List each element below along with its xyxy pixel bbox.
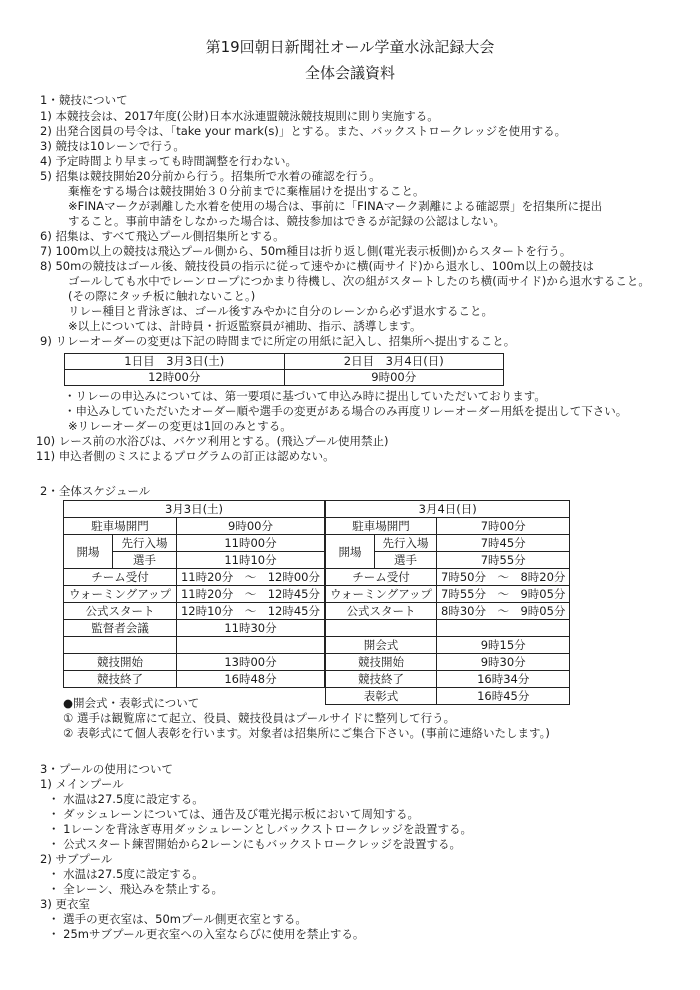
sec1-line: ・リレーの申込みについては、第一要項に基づいて申込み時に提出していただいております。 bbox=[64, 389, 546, 403]
schedule-time: 16時34分 bbox=[437, 671, 570, 688]
schedule-time: 11時00分 bbox=[176, 535, 324, 552]
schedule-time: 9時30分 bbox=[437, 654, 570, 671]
schedule-time: 7時00分 bbox=[437, 518, 570, 535]
schedule-item: 競技開始 bbox=[64, 654, 177, 671]
ceremony-note: ② 表彰式にて個人表彰を行います。対象者は招集所にご集合下さい。(事前に連絡いたします。) bbox=[63, 726, 550, 740]
schedule-time: 13時00分 bbox=[176, 654, 324, 671]
schedule-item bbox=[64, 637, 177, 654]
sec3-line: 1) メインプール bbox=[40, 777, 124, 791]
schedule-time: 11時20分 ～ 12時45分 bbox=[176, 586, 324, 603]
relay-day2-time: 9時00分 bbox=[284, 370, 504, 386]
schedule-time: 16時48分 bbox=[176, 671, 324, 688]
sec1-line: 3) 競技は10レーンで行う。 bbox=[40, 139, 185, 153]
schedule-time: 8時30分 ～ 9時05分 bbox=[437, 603, 570, 620]
sec1-line: 11) 申込者側のミスによるプログラムの訂正は認めない。 bbox=[36, 449, 335, 463]
schedule-day1-header: 3月3日(土) bbox=[64, 501, 325, 518]
sec1-line: ※リレーオーダーの変更は1回のみとする。 bbox=[68, 419, 292, 433]
sec3-line: ・ 水温は27.5度に設定する。 bbox=[48, 792, 204, 806]
schedule-day2-header: 3月4日(日) bbox=[326, 501, 570, 518]
sec1-line: リレー種目と背泳ぎは、ゴール後すみやかに自分のレーンから必ず退水すること。 bbox=[68, 304, 494, 318]
relay-deadline-table bbox=[64, 353, 504, 386]
sec1-line: 2) 出発合図員の号令は、「take your mark(s)」とする。また、バックストロークレッジを使用する。 bbox=[40, 124, 567, 138]
schedule-time: 9時15分 bbox=[437, 637, 570, 654]
section1-heading: 1・競技について bbox=[40, 93, 128, 107]
sec3-line: ・ 全レーン、飛込みを禁止する。 bbox=[48, 882, 224, 896]
schedule-day2-table bbox=[325, 500, 570, 705]
sec1-line: 8) 50mの競技はゴール後、競技役員の指示に従って速やかに横(両サイド)から退水し、100m以上の競技は bbox=[40, 259, 594, 273]
relay-day1-header: 1日目 3月3日(土) bbox=[65, 354, 285, 370]
schedule-item: 先行入場 bbox=[375, 535, 437, 552]
sec1-line: ※FINAマークが剥離した水着を使用の場合は、事前に「FINAマーク剥離による確認票」を招集所に提出 bbox=[68, 199, 603, 213]
sec1-line: 4) 予定時間より早まっても時間調整を行わない。 bbox=[40, 154, 297, 168]
sec3-line: ・ 水温は27.5度に設定する。 bbox=[48, 867, 204, 881]
sec1-line: ・申込みしていただいたオーダー順や選手の変更がある場合のみ再度リレーオーダー用紙を提出して下さい。 bbox=[64, 404, 628, 418]
schedule-item bbox=[326, 620, 437, 637]
schedule-item: ウォーミングアップ bbox=[326, 586, 437, 603]
schedule-time: 9時00分 bbox=[176, 518, 324, 535]
section3-heading: 3・プールの使用について bbox=[40, 762, 174, 776]
sec1-line: 10) レース前の水浴びは、バケツ利用とする。(飛込プール使用禁止) bbox=[36, 434, 389, 448]
schedule-item: 競技開始 bbox=[326, 654, 437, 671]
schedule-day1-table bbox=[63, 500, 325, 688]
sec3-line: ・ 1レーンを背泳ぎ専用ダッシュレーンとしバックストロークレッジを設置する。 bbox=[48, 822, 473, 836]
sec3-line: ・ 25mサブプール更衣室への入室ならびに使用を禁止する。 bbox=[48, 927, 365, 941]
schedule-time: 7時45分 bbox=[437, 535, 570, 552]
sec1-line: 棄権をする場合は競技開始３０分前までに棄権届けを提出すること。 bbox=[68, 184, 425, 198]
ceremony-note: ① 選手は観覧席にて起立、役員、競技役員はプールサイドに整列して行う。 bbox=[63, 711, 456, 725]
sec1-line: 1) 本競技会は、2017年度(公財)日本水泳連盟競泳競技規則に則り実施する。 bbox=[40, 109, 439, 123]
schedule-time: 7時55分 ～ 9時05分 bbox=[437, 586, 570, 603]
schedule-time bbox=[176, 637, 324, 654]
kaijo-label: 開場 bbox=[64, 535, 113, 569]
schedule-item: 公式スタート bbox=[326, 603, 437, 620]
sec1-line: ゴールしても水中でレーンロープにつかまり待機し、次の組がスタートしたのち横(両サイド)から退水すること。 bbox=[68, 274, 650, 288]
schedule-item: チーム受付 bbox=[326, 569, 437, 586]
schedule-item: 選手 bbox=[375, 552, 437, 569]
relay-day2-header: 2日目 3月4日(日) bbox=[284, 354, 504, 370]
sec1-line: ※以上については、計時員・折返監察員が補助、指示、誘導します。 bbox=[68, 319, 422, 333]
ceremony-notes-heading: ●開会式・表彰式について bbox=[63, 696, 200, 710]
kaijo-label: 開場 bbox=[326, 535, 375, 569]
schedule-item: 競技終了 bbox=[326, 671, 437, 688]
schedule-item: 監督者会議 bbox=[64, 620, 177, 637]
sec1-line: 6) 招集は、すべて飛込プール側招集所とする。 bbox=[40, 229, 285, 243]
schedule-item: ウォーミングアップ bbox=[64, 586, 177, 603]
schedule-item: チーム受付 bbox=[64, 569, 177, 586]
schedule-time: 11時20分 ～ 12時00分 bbox=[176, 569, 324, 586]
schedule-item: 開会式 bbox=[326, 637, 437, 654]
sec3-line: ・ ダッシュレーンについては、通告及び電光掲示板において周知する。 bbox=[48, 807, 419, 821]
sec1-line: すること。事前申請をしなかった場合は、競技参加はできるが記録の公認はしない。 bbox=[68, 214, 505, 228]
schedule-item: 公式スタート bbox=[64, 603, 177, 620]
sec3-line: ・ 選手の更衣室は、50mプール側更衣室とする。 bbox=[48, 912, 307, 926]
schedule-item: 先行入場 bbox=[113, 535, 177, 552]
sec3-line: ・ 公式スタート練習開始から2レーンにもバックストロークレッジを設置する。 bbox=[48, 837, 462, 851]
sec3-line: 3) 更衣室 bbox=[40, 897, 90, 911]
sec1-line: 9) リレーオーダーの変更は下記の時間までに所定の用紙に記入し、招集所へ提出すること。 bbox=[40, 334, 516, 348]
sec3-line: 2) サブプール bbox=[40, 852, 113, 866]
schedule-item: 表彰式 bbox=[326, 688, 437, 705]
schedule-item: 駐車場開門 bbox=[64, 518, 177, 535]
schedule-item: 競技終了 bbox=[64, 671, 177, 688]
schedule-item: 駐車場開門 bbox=[326, 518, 437, 535]
schedule-time bbox=[437, 620, 570, 637]
schedule-time: 16時45分 bbox=[437, 688, 570, 705]
sec1-line: 5) 招集は競技開始20分前から行う。招集所で水着の確認を行う。 bbox=[40, 169, 381, 183]
sec1-line: 7) 100m以上の競技は飛込プール側から、50m種目は折り返し側(電光表示板側)からスタートを行う。 bbox=[40, 244, 572, 258]
schedule-time: 12時10分 ～ 12時45分 bbox=[176, 603, 324, 620]
document-title: 第19回朝日新聞社オール学童水泳記録大会 bbox=[205, 38, 495, 56]
sec1-line: (その際にタッチ板に触れないこと。) bbox=[68, 289, 256, 303]
section2-heading: 2・全体スケジュール bbox=[40, 484, 151, 498]
relay-day1-time: 12時00分 bbox=[65, 370, 285, 386]
document-subtitle: 全体会議資料 bbox=[304, 64, 395, 82]
schedule-time: 7時50分 ～ 8時20分 bbox=[437, 569, 570, 586]
schedule-time: 11時10分 bbox=[176, 552, 324, 569]
schedule-time: 11時30分 bbox=[176, 620, 324, 637]
schedule-time: 7時55分 bbox=[437, 552, 570, 569]
schedule-item: 選手 bbox=[113, 552, 177, 569]
